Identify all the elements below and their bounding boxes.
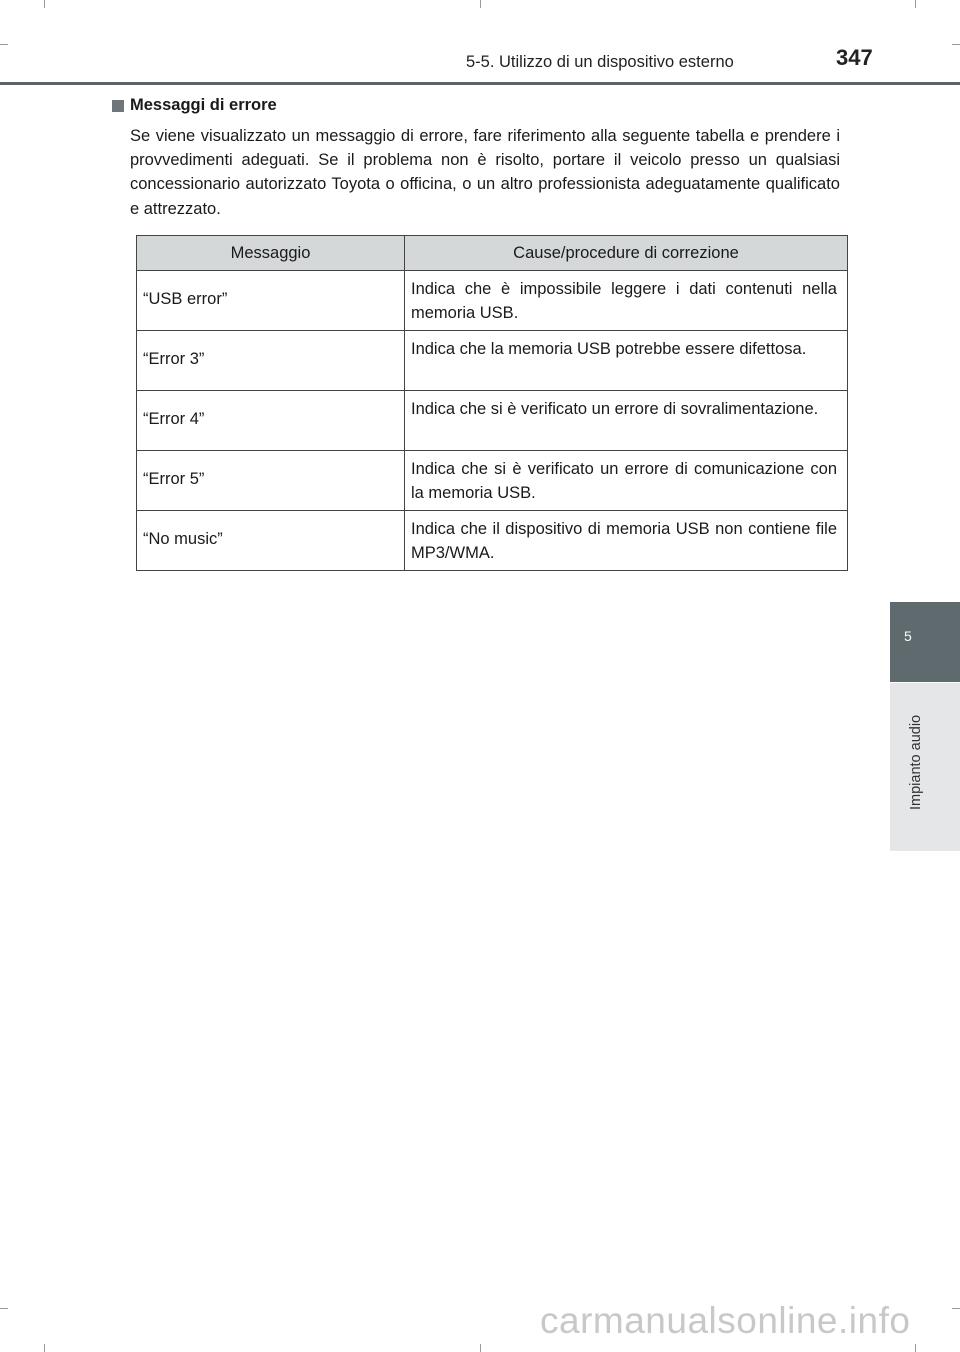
table-row <box>137 331 848 391</box>
crop-mark <box>952 1308 960 1309</box>
message-cell: “No music” <box>137 511 405 571</box>
intro-paragraph: Se viene visualizzato un messaggio di errore, fare riferimento alla seguente tabella e prendere i provvedimenti adeguati. Se il problema non è risolto, portare il veicolo presso un qualsiasi concessionario autorizzato Toyota o officina, o un altro professionista adeguatamente qualificato e attrezzato. <box>130 127 840 218</box>
square-bullet-icon <box>112 100 124 112</box>
message-cell: “Error 5” <box>137 451 405 511</box>
crop-mark <box>915 1344 916 1352</box>
cause-cell: Indica che si è verificato un errore di comunicazione con la memoria USB. <box>405 451 848 511</box>
header-rule <box>0 82 960 85</box>
message-cell: “USB error” <box>137 271 405 331</box>
page-number: 347 <box>836 45 873 70</box>
column-header-message: Messaggio <box>137 236 405 271</box>
table-row <box>137 511 848 571</box>
cause-cell: Indica che il dispositivo di memoria USB non contiene file MP3/WMA. <box>405 511 848 571</box>
section-heading <box>112 96 277 115</box>
table-row <box>137 271 848 331</box>
chapter-number: 5 <box>904 628 912 644</box>
crop-mark <box>915 0 916 8</box>
message-cell: “Error 4” <box>137 391 405 451</box>
crop-mark <box>952 44 960 45</box>
section-title: Messaggi di errore <box>130 96 277 114</box>
table-row <box>137 391 848 451</box>
crop-mark <box>480 1344 481 1352</box>
error-message-table <box>136 235 848 571</box>
chapter-tab-label-area <box>890 683 960 851</box>
table-row <box>137 451 848 511</box>
cause-cell: Indica che si è verificato un errore di sovralimentazione. <box>405 391 848 451</box>
chapter-tab <box>890 602 960 682</box>
running-header: 5-5. Utilizzo di un dispositivo esterno <box>466 53 734 71</box>
cause-cell: Indica che è impossibile leggere i dati contenuti nella memoria USB. <box>405 271 848 331</box>
crop-mark <box>480 0 481 8</box>
watermark: carmanualsonline.info <box>540 1300 911 1341</box>
cause-cell: Indica che la memoria USB potrebbe essere difettosa. <box>405 331 848 391</box>
crop-mark <box>0 44 8 45</box>
column-header-cause: Cause/procedure di correzione <box>405 236 848 271</box>
message-cell: “Error 3” <box>137 331 405 391</box>
crop-mark <box>0 1308 8 1309</box>
crop-mark <box>44 1344 45 1352</box>
crop-mark <box>44 0 45 8</box>
table-header-row <box>137 236 848 271</box>
chapter-label: Impianto audio <box>908 714 924 810</box>
